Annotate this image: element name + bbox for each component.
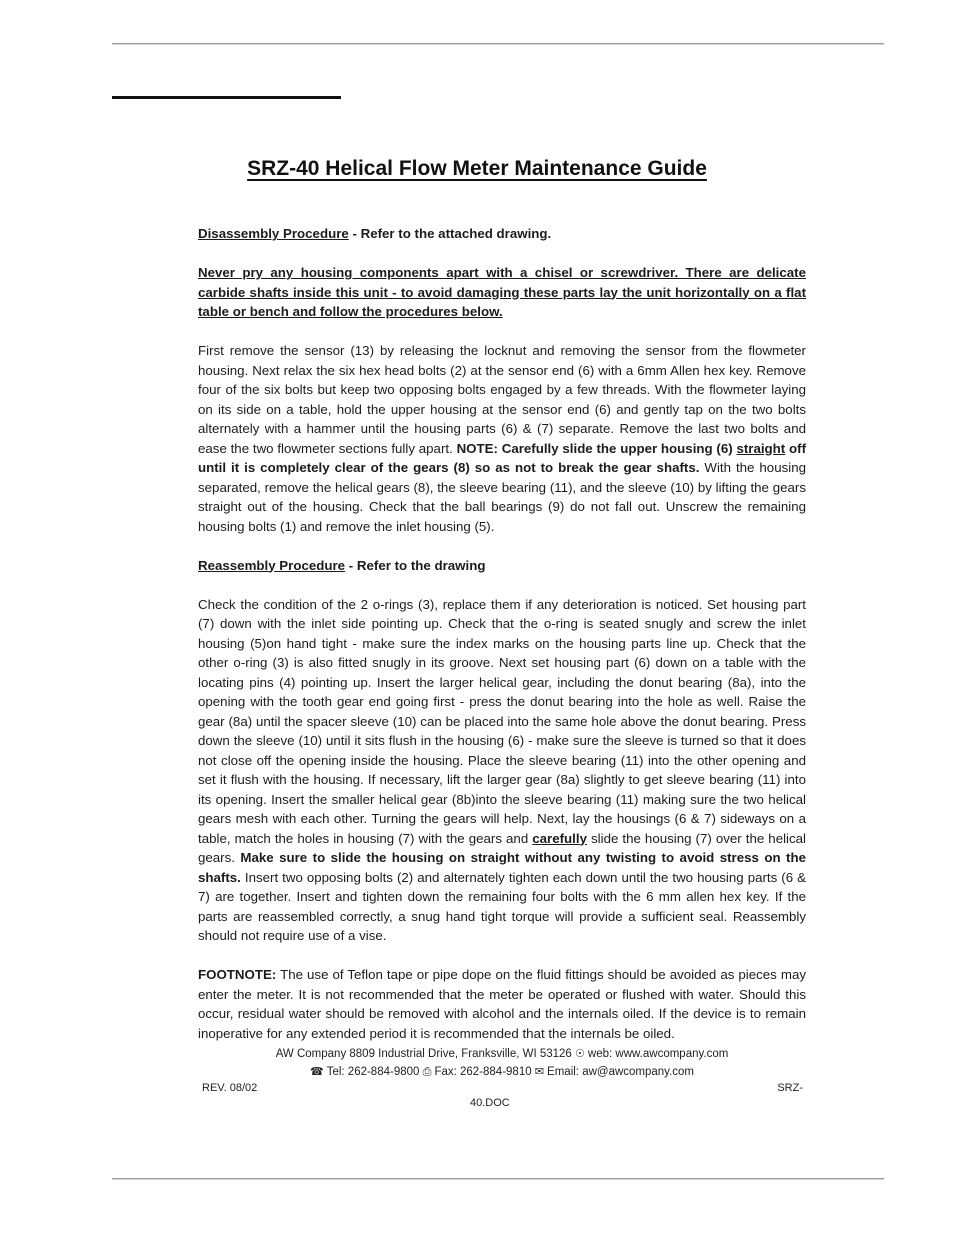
footer-tel: Tel: 262-884-9800 <box>326 1066 420 1078</box>
fax-icon: ⎙ <box>422 1066 432 1078</box>
carefully-word: carefully <box>532 830 587 846</box>
footnote-paragraph <box>198 965 806 1043</box>
reassembly-heading <box>198 556 806 576</box>
doc-name-part1: SRZ- <box>777 1082 803 1094</box>
footer-line-1 <box>198 1045 806 1063</box>
footer-fax: Fax: 262-884-9810 <box>434 1066 532 1078</box>
footnote-text: The use of Teflon tape or pipe dope on the fluid fittings should be avoided as pieces may enter the meter. It is not recommended that the meter be operated or flushed with water. Should this occur, residual water should be removed with alcohol and the internals oiled. If the device is to remain inoperative for any extended period it is recommended that the internals be oiled. <box>198 967 806 1041</box>
disassembly-text-2: With the housing separated, remove the helical gears (8), the sleeve bearing (11), and the sleeve (10) by lifting the gears straight out of the housing. Check that the ball bearings (9) do not fall out. Unscrew the remaining housing bolts (1) and remove the inlet housing (5). <box>198 460 806 534</box>
note-text-2: off until it is completely clear of the gears (8) so as not to break the gear shafts. <box>198 440 806 475</box>
page-title-text: SRZ-40 Helical Flow Meter Maintenance Guide <box>247 157 707 180</box>
reassembly-heading-title: Reassembly Procedure <box>198 557 346 573</box>
footer-email[interactable]: Email: aw@awcompany.com <box>547 1066 694 1078</box>
document-body <box>198 224 806 1043</box>
header-rule <box>112 43 884 45</box>
disassembly-heading <box>198 224 806 244</box>
note-text-1: Carefully slide the upper housing (6) <box>497 440 737 456</box>
disassembly-heading-suffix: - Refer to the attached drawing. <box>348 226 552 241</box>
reassembly-text-2: slide the housing (7) over the helical gears. <box>198 830 806 865</box>
disassembly-paragraph <box>198 341 806 536</box>
header-bar <box>112 96 341 99</box>
footer-address: AW Company 8809 Industrial Drive, Franksville, WI 53126 <box>275 1048 572 1060</box>
footer-rule <box>112 1178 884 1180</box>
phone-icon: ☎ <box>310 1066 324 1078</box>
reassembly-paragraph <box>198 595 806 946</box>
company-footer <box>198 1045 806 1081</box>
reassembly-text-1: Check the condition of the 2 o-rings (3), replace them if any deterioration is noticed. Set housing part (7) down with the inlet side pointing up. Check that the o-ring is seated snugly and screw the inlet housing (5)on hand tight - make sure the index marks on the housing parts line up. Check that the other o-ring (3) is also fitted snugly in its groove. Next set housing part (6) down on a table with the locating pins (4) pointing up. Insert the larger helical gear, including the donut bearing (8a), into the opening with the tooth gear end going first - press the donut bearing into the hole as well. Raise the gear (8a) until the spacer sleeve (10) can be placed into the same hole above the donut bearing. Press down the sleeve (10) until it sits flush in the housing (6) - make sure the sleeve is turned so that it does not close off the opening inside the housing. Place the sleeve bearing (11) into the other opening and set it flush with the housing. If necessary, lift the larger gear (8a) slightly to get sleeve bearing (11) into its opening. Insert the smaller helical gear (8b)into the sleeve bearing (11) making sure the two helical gears mesh with each other. Turning the gears will help. Next, lay the housings (6 & 7) sideways on a table, match the holes in housing (7) with the gears and <box>198 596 806 846</box>
reassembly-heading-suffix: - Refer to the drawing <box>345 557 486 573</box>
note-label: NOTE: <box>456 440 498 456</box>
disassembly-text-1: First remove the sensor (13) by releasing the locknut and removing the sensor from the flowmeter housing. Next relax the six hex head bolts (2) at the sensor end (6) with a 6mm Allen hex key. Remove four of the six bolts but keep two opposing bolts engaged by a few threads. With the flowmeter laying on its side on a table, hold the upper housing at the sensor end (6) and gently tap on the two bolts alternately with a hammer until the housing parts (6) & (7) separate. Remove the last two bolts and ease the two flowmeter sections fully apart. <box>198 343 806 456</box>
reassembly-bold-sentence: Make sure to slide the housing on straight without any twisting to avoid stress on the shafts. <box>198 850 806 885</box>
reassembly-text-3: Insert two opposing bolts (2) and alternately tighten each down until the two housing parts (6 & 7) are together. Insert and tighten down the remaining four bolts with the 6 mm allen hex key. If the parts are reassembled correctly, a snug hand tight torque will provide a sufficient seal. Reassembly should not require use of a vise. <box>198 869 806 943</box>
footer-web[interactable]: web: www.awcompany.com <box>587 1048 729 1060</box>
doc-name-part2: 40.DOC <box>470 1097 510 1109</box>
email-icon: ✉ <box>534 1066 545 1078</box>
footnote-label: FOOTNOTE: <box>198 967 277 982</box>
revision-label: REV. 08/02 <box>202 1082 258 1094</box>
footer-line-2 <box>198 1063 806 1081</box>
globe-icon: ☉ <box>575 1048 585 1060</box>
page-title <box>0 157 954 181</box>
disassembly-heading-title: Disassembly Procedure <box>198 226 349 241</box>
note-underlined: straight <box>736 440 786 456</box>
warning-paragraph: Never pry any housing components apart with a chisel or screwdriver. There are delicate carbide shafts inside this unit - to avoid damaging these parts lay the unit horizontally on a flat table or bench and follow the procedures below. <box>198 265 806 319</box>
